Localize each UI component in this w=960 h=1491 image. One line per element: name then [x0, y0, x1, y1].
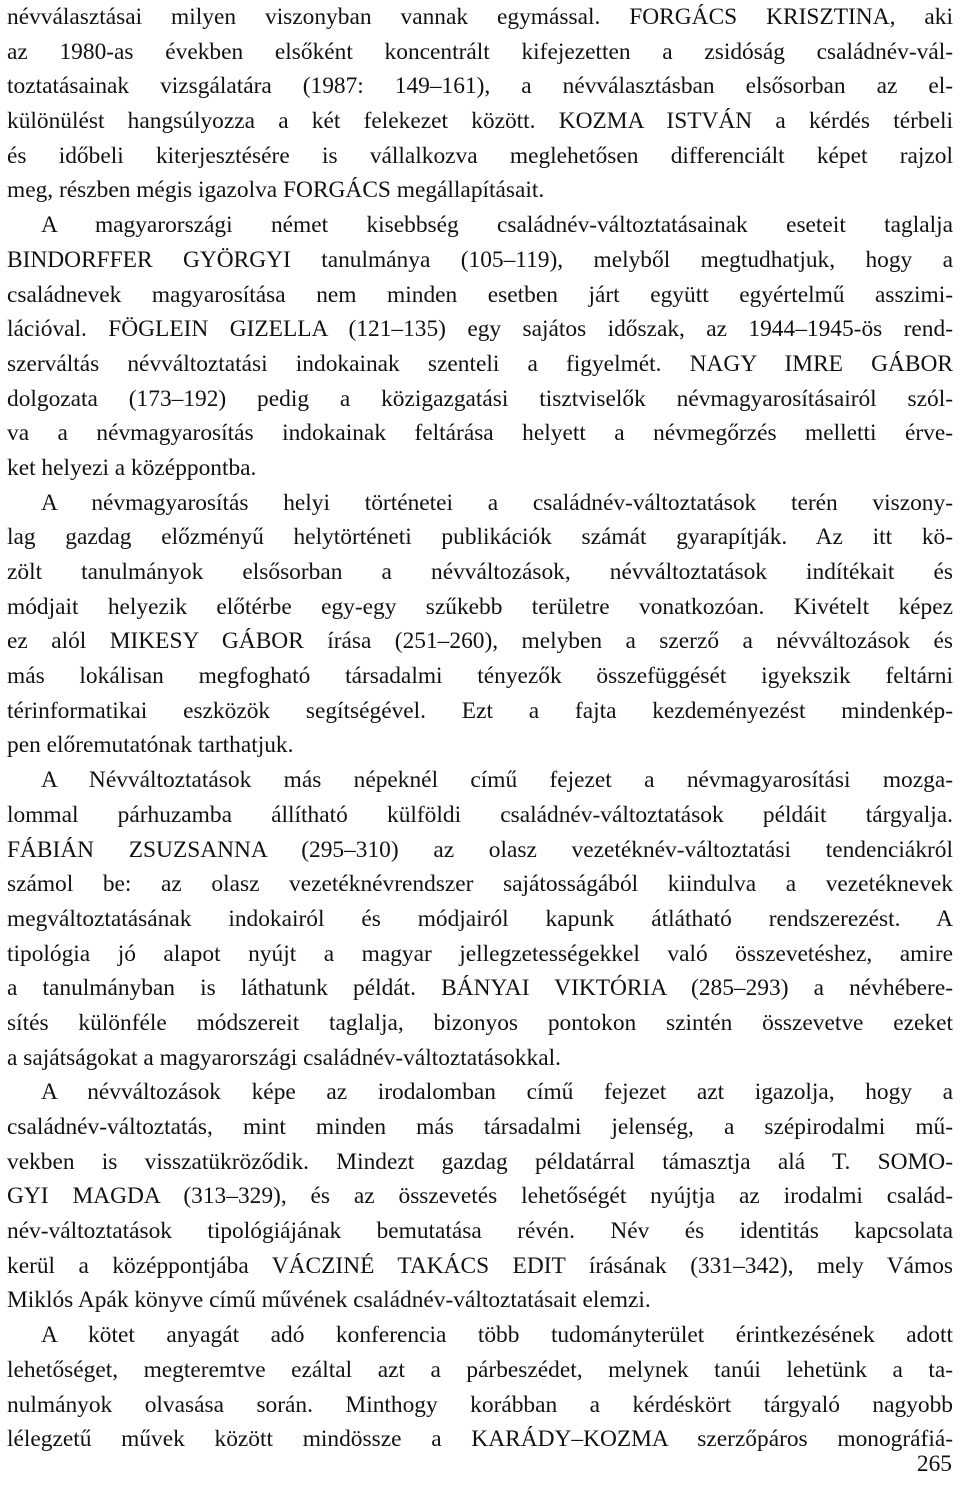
document-body: [7, 0, 953, 1457]
text-line: módjait helyezik előtérbe egy-egy szűkebb területre vonatkozóan. Kivételt képez: [7, 593, 953, 620]
text-line: nulmányok olvasása során. Minthogy korábban a kérdéskört tárgyaló nagyobb: [7, 1391, 953, 1418]
text-line: szerváltás névváltoztatási indokainak szenteli a figyelmét. NAGY IMRE GÁBOR: [7, 350, 953, 377]
page-number: 265: [916, 1451, 952, 1477]
text-line: toztatásainak vizsgálatára (1987: 149–161), a névválasztásban elsősorban az el-: [7, 73, 953, 100]
text-line: va a névmagyarosítás indokainak feltárása helyett a névmegőrzés melletti érve-: [7, 420, 953, 447]
text-line: zölt tanulmányok elsősorban a névváltozások, névváltoztatások indítékait és: [7, 559, 953, 585]
text-line: számol be: az olasz vezetéknévrendszer sajátosságából kiindulva a vezetéknevek: [7, 871, 953, 898]
text-line: lag gazdag előzményű helytörténeti publikációk számát gyarapítják. Az itt kö-: [7, 524, 953, 551]
text-line: GYI MAGDA (313–329), és az összevetés lehetőségét nyújtja az irodalmi család-: [7, 1183, 953, 1210]
text-line: lációval. FÖGLEIN GIZELLA (121–135) egy sajátos időszak, az 1944–1945-ös rend-: [7, 316, 953, 343]
paragraph-first-line: A névmagyarosítás helyi történetei a családnév-változtatások terén viszony-: [41, 489, 953, 516]
text-line: az 1980-as években elsőként koncentrált kifejezetten a zsidóság családnév-vál-: [7, 38, 953, 65]
text-line: Miklós Apák könyve című művének családnév-változtatásait elemzi.: [7, 1287, 651, 1314]
paragraph-first-line: A Névváltoztatások más népeknél című fejezet a névmagyarosítási mozga-: [41, 767, 953, 794]
text-line: lélegzetű művek között mindössze a KARÁDY–KOZMA szerzőpáros monográfiá-: [7, 1426, 953, 1453]
text-line: kerül a középpontjába VÁCZINÉ TAKÁCS EDIT írásának (331–342), mely Vámos: [7, 1252, 953, 1279]
text-line: más lokálisan megfogható társadalmi tényezők összefüggését igyekszik feltárni: [7, 663, 953, 690]
text-line: családnevek magyarosítása nem minden esetben járt együtt egyértelmű asszimi-: [7, 281, 953, 308]
text-line: FÁBIÁN ZSUZSANNA (295–310) az olasz vezetéknév-változtatási tendenciákról: [7, 836, 953, 863]
text-line: térinformatikai eszközök segítségével. Ezt a fajta kezdeményezést mindenkép-: [7, 697, 953, 724]
text-line: családnév-változtatás, mint minden más társadalmi jelenség, a szépirodalmi mű-: [7, 1114, 953, 1140]
text-line: ez alól MIKESY GÁBOR írása (251–260), melyben a szerző a névváltozások és: [7, 628, 953, 655]
text-line: vekben is visszatükröződik. Mindezt gazdag példatárral támasztja alá T. SOMO-: [7, 1148, 953, 1175]
paragraph-first-line: A névváltozások képe az irodalomban című fejezet azt igazolja, hogy a: [41, 1079, 953, 1106]
text-line: és időbeli kiterjesztésére is vállalkozva meglehetősen differenciált képet rajzol: [7, 142, 953, 169]
paragraph-first-line: A magyarországi német kisebbség családnév-változtatásainak eseteit taglalja: [41, 212, 953, 239]
text-line: lehetőséget, megteremtve ezáltal azt a párbeszédet, melynek tanúi lehetünk a ta-: [7, 1356, 953, 1383]
text-line: pen előremutatónak tarthatjuk.: [7, 732, 294, 759]
paragraph-first-line: A kötet anyagát adó konferencia több tudományterület érintkezésének adott: [41, 1322, 953, 1349]
text-line: névválasztásai milyen viszonyban vannak egymással. FORGÁCS KRISZTINA, aki: [7, 4, 953, 30]
text-line: sítés különféle módszereit taglalja, bizonyos pontokon szintén összevetve ezeket: [7, 1009, 953, 1036]
text-line: dolgozata (173–192) pedig a közigazgatási tisztviselők névmagyarosításairól szól-: [7, 385, 953, 412]
text-line: a tanulmányban is láthatunk példát. BÁNYAI VIKTÓRIA (285–293) a névhébere-: [7, 975, 953, 1002]
text-line: név-változtatások tipológiájának bemutatása révén. Név és identitás kapcsolata: [7, 1218, 953, 1245]
text-line: BINDORFFER GYÖRGYI tanulmánya (105–119), melyből megtudhatjuk, hogy a: [7, 246, 953, 273]
text-line: meg, részben mégis igazolva FORGÁCS megállapításait.: [7, 177, 545, 204]
text-line: ket helyezi a középpontba.: [7, 454, 257, 481]
text-line: tipológia jó alapot nyújt a magyar jellegzetességekkel való összevetéshez, amire: [7, 940, 953, 967]
text-line: a sajátságokat a magyarországi családnév-változtatásokkal.: [7, 1044, 561, 1071]
text-line: különülést hangsúlyozza a két felekezet között. KOZMA ISTVÁN a kérdés térbeli: [7, 108, 953, 135]
text-line: lommal párhuzamba állítható külföldi családnév-változtatások példáit tárgyalja.: [7, 801, 953, 828]
text-line: megváltoztatásának indokairól és módjairól kapunk átlátható rendszerezést. A: [7, 905, 953, 932]
